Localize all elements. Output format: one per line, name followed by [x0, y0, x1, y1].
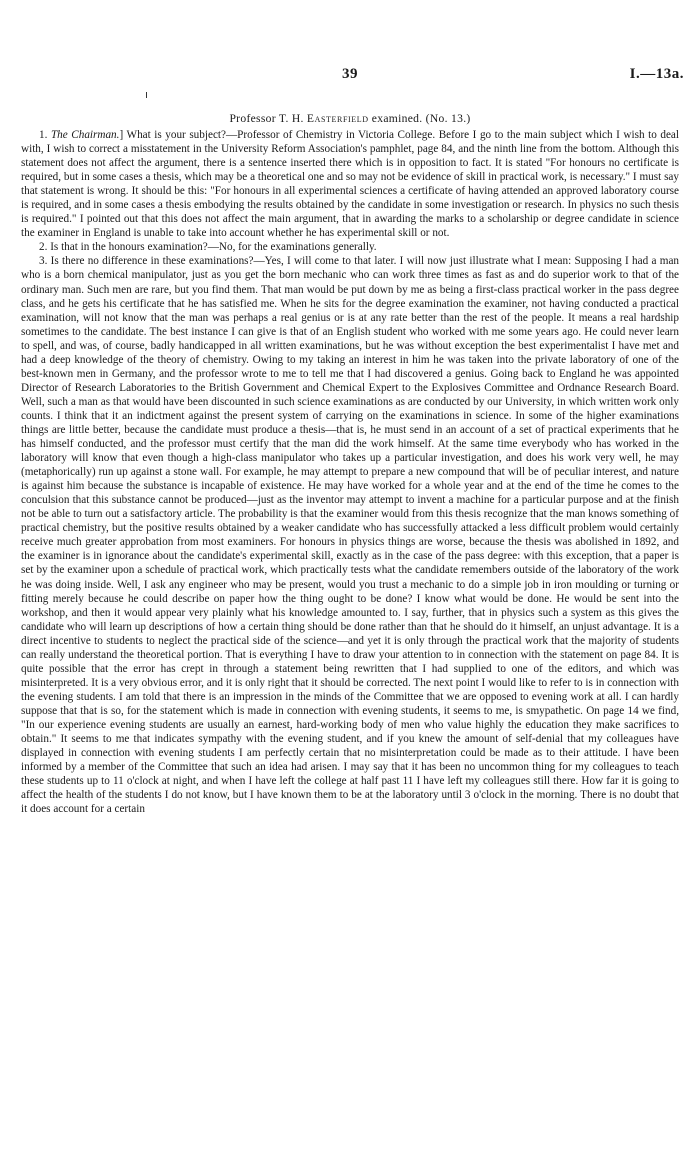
page-number: 39: [342, 66, 358, 82]
paragraph-text: 3. Is there no difference in these examinations?—Yes, I will come to that later. I will now just illustrate what I mean: Supposing I had a man who is a born chemical manipulator, just as you get the born mechanic who can work three times as fast as and do superior work to that of the ordinary man. Such men are rare, but you find them. That man would be put down by me as being a first-class practical worker in the pass degree class, and he gets his certificate that he has satisfied me. When he sits for the degree examination the examiner, not having conducted a practical examination, will not know that the man was perhaps a real genius or is at any rate better than the rest of the people. It means a real hardship sometimes to the candidate. The best instance I can give is that of an English student who worked with me some years ago. He could never learn to spell, and was, of course, badly handicapped in all written examinations, but he was without exception the best experimentalist I have met and had a deep knowledge of the theory of chemistry. Owing to my taking an interest in him he was taken into the private laboratory of one of the best-known men in Germany, and the professor wrote to me to tell me that I had discovered a genius. Going back to England he was appointed Director of Research Laboratories to the British Government and Chemical Expert to the Explosives Committee and Ordnance Research Board. Well, such a man as that would have been discounted in such science examinations as are conducted by our University, in which written work only counts. I think that it an indictment against the present system of carrying on the examinations in science. In some of the higher examinations things are little better, because the candidate must produce a thesis—that is, he must send in an account of a set of practical experiments that he has himself conducted, and the professor must certify that the man did the work himself. At the same time everybody who has worked in the laboratory will know that even though a high-class manipulator who takes up a particular investigation, and does his work very well, he may (metaphorically) run up against a stone wall. For example, he may attempt to prepare a new compound that will be of peculiar interest, and nature is against him because the substance is incapable of existence. He may have worked for a whole year and at the end of the time he comes to the conculsion that this substance cannot be produced—just as the inventor may attempt to invent a machine for a particular purpose and at the finish not be able to turn out a satisfactory article. The probability is that the examiner would from this thesis recognize that the man knows something of practical chemistry, but the positive results obtained by a weaker candidate who has successfully attacked a less difficult problem would certainly receive much greater approbation from most examiners. For honours in physics things are worse, because the thesis was abolished in 1892, and the examiner is in ignorance about the candidate's experimental skill, exactly as in the case of the pass degree: with this exception, that a paper is set by the examiner upon a schedule of practical work, which practically tests what the candidate remembers outside of the laboratory of the work he was doing inside. Well, I ask any engineer who may be present, would you trust a mechanic to do a simple job in iron moulding or turning or fitting merely because he could describe on paper how the thing ought to be done? I know what would be done. He would be sent into the workshop, and then it would appear very plainly what his knowledge amounted to. I say, further, that in physics such a system as this gives the candidate who will learn up descriptions of how a certain thing should be done rather than that he should do it himself, an unjust advantage. It is a direct incentive to students to neglect the practical side of the science—and yet it is only through the practical work that the majority of students can really understand the theoretical portion. That is everything I have to draw your attention to in connection with the statement on page 84. It is quite possible that the error has crept in through a statement being rewritten that I had supplied to one of the editors, and which was misinterpreted. It is a very obvious error, and it is only right that it should be corrected. The next point I would like to refer to is in connection with the evening students. I am told that there is an impression in the minds of the Committee that we are opposed to evening work at all. I can hardly suppose that that is so, for the statement which is made in connection with evening students, it seems to me, is smypathetic. On page 14 we find, "In our experience evening students are usually an earnest, hard-working body of men who value highly the education they make sacrifices to obtain." It seems to me that indicates sympathy with the evening student, and if you knew the amount of self-denial that my colleagues have displayed in connection with evening students I am perfectly certain that no misinterpretation could be made as to their attitude. I have been informed by a member of the Committee that such an idea had arisen. I may say that it has been no uncommon thing for my colleagues to teach these students up to 11 o'clock at night, and when I have left the college at half past 11 I have left my colleagues still there. How far it is going to affect the health of the students I do not know, but I have known them to be at the laboratory until 3 o'clock in the morning. There is no doubt that it does account for a certain: [21, 255, 679, 816]
question-number: 1.: [39, 129, 51, 141]
paragraph-2: [21, 240, 679, 254]
paragraph-1: [21, 128, 679, 240]
paragraph-text: ] What is your subject?—Professor of Chemistry in Victoria College. Before I go to the main subject which I wish to deal with, I wish to correct a misstatement in the University Reform Association's pamphlet, page 84, and the ninth line from the bottom. Although this statement does not affect the argument, there is a sentence inserted there which is in opposition to fact. It is stated "For honours no certificate is required, but in some cases a thesis, which may be a theoretical one and so may not be evidence of skill in practical work, is necessary." I must say that statement is wrong. It should be this: "For honours in all experimental sciences a certificate of having attended an approved laboratory course is required, and in some cases a thesis embodying the results obtained by the candidate in some investigation or research. In physics no such thesis is required." I pointed out that this does not affect the main argument, that in awarding the marks to a scholarship or degree candidate in science the examiner in England is unable to take into account whether he has experimental skill or not.: [21, 129, 679, 240]
paragraph-text: 2. Is that in the honours examination?—No, for the examinations generally.: [39, 241, 377, 254]
print-mark: [146, 92, 147, 98]
testimony-body: [21, 128, 679, 816]
paragraph-3: [21, 254, 679, 816]
heading-name: Easterfield: [306, 112, 369, 125]
speaker-name: The Chairman.: [50, 129, 120, 141]
heading-prefix: Professor T. H.: [229, 112, 307, 125]
witness-heading: [0, 112, 700, 125]
heading-suffix: examined. (No. 13.): [368, 112, 471, 125]
document-reference: I.—13a.: [629, 66, 684, 82]
